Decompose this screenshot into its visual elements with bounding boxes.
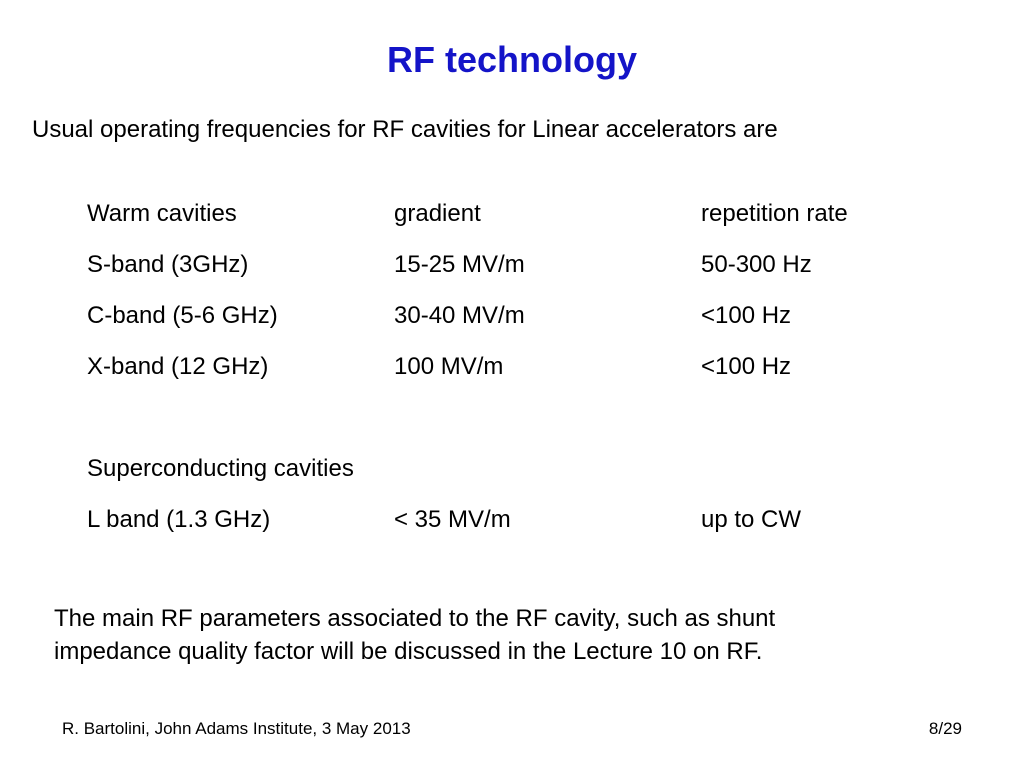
header-cavity-type: Warm cavities — [87, 200, 237, 227]
page-number: 8/29 — [928, 719, 962, 738]
header-superconducting: Superconducting cavities — [87, 455, 354, 482]
gradient-cell: 100 MV/m — [394, 353, 504, 380]
footer-credit: R. Bartolini, John Adams Institute, 3 May 2013 — [62, 719, 411, 738]
gradient-cell: < 35 MV/m — [394, 506, 511, 533]
header-gradient: gradient — [394, 200, 481, 227]
header-repetition-rate: repetition rate — [701, 200, 848, 227]
note-paragraph — [54, 602, 954, 668]
repetition-rate-cell: <100 Hz — [701, 353, 792, 380]
band-cell: C-band (5-6 GHz) — [87, 302, 278, 329]
intro-text: Usual operating frequencies for RF cavities for Linear accelerators are — [32, 116, 778, 143]
band-cell: S-band (3GHz) — [87, 251, 249, 278]
gradient-cell: 15-25 MV/m — [394, 251, 525, 278]
gradient-cell: 30-40 MV/m — [394, 302, 525, 329]
band-cell: L band (1.3 GHz) — [87, 506, 271, 533]
repetition-rate-cell: 50-300 Hz — [701, 251, 812, 278]
repetition-rate-cell: up to CW — [701, 506, 802, 533]
slide-title: RF technology — [387, 39, 637, 80]
band-cell: X-band (12 GHz) — [87, 353, 269, 380]
repetition-rate-cell: <100 Hz — [701, 302, 792, 329]
note-line: The main RF parameters associated to the RF cavity, such as shunt — [54, 605, 776, 632]
note-line: impedance quality factor will be discussed in the Lecture 10 on RF. — [54, 638, 763, 665]
